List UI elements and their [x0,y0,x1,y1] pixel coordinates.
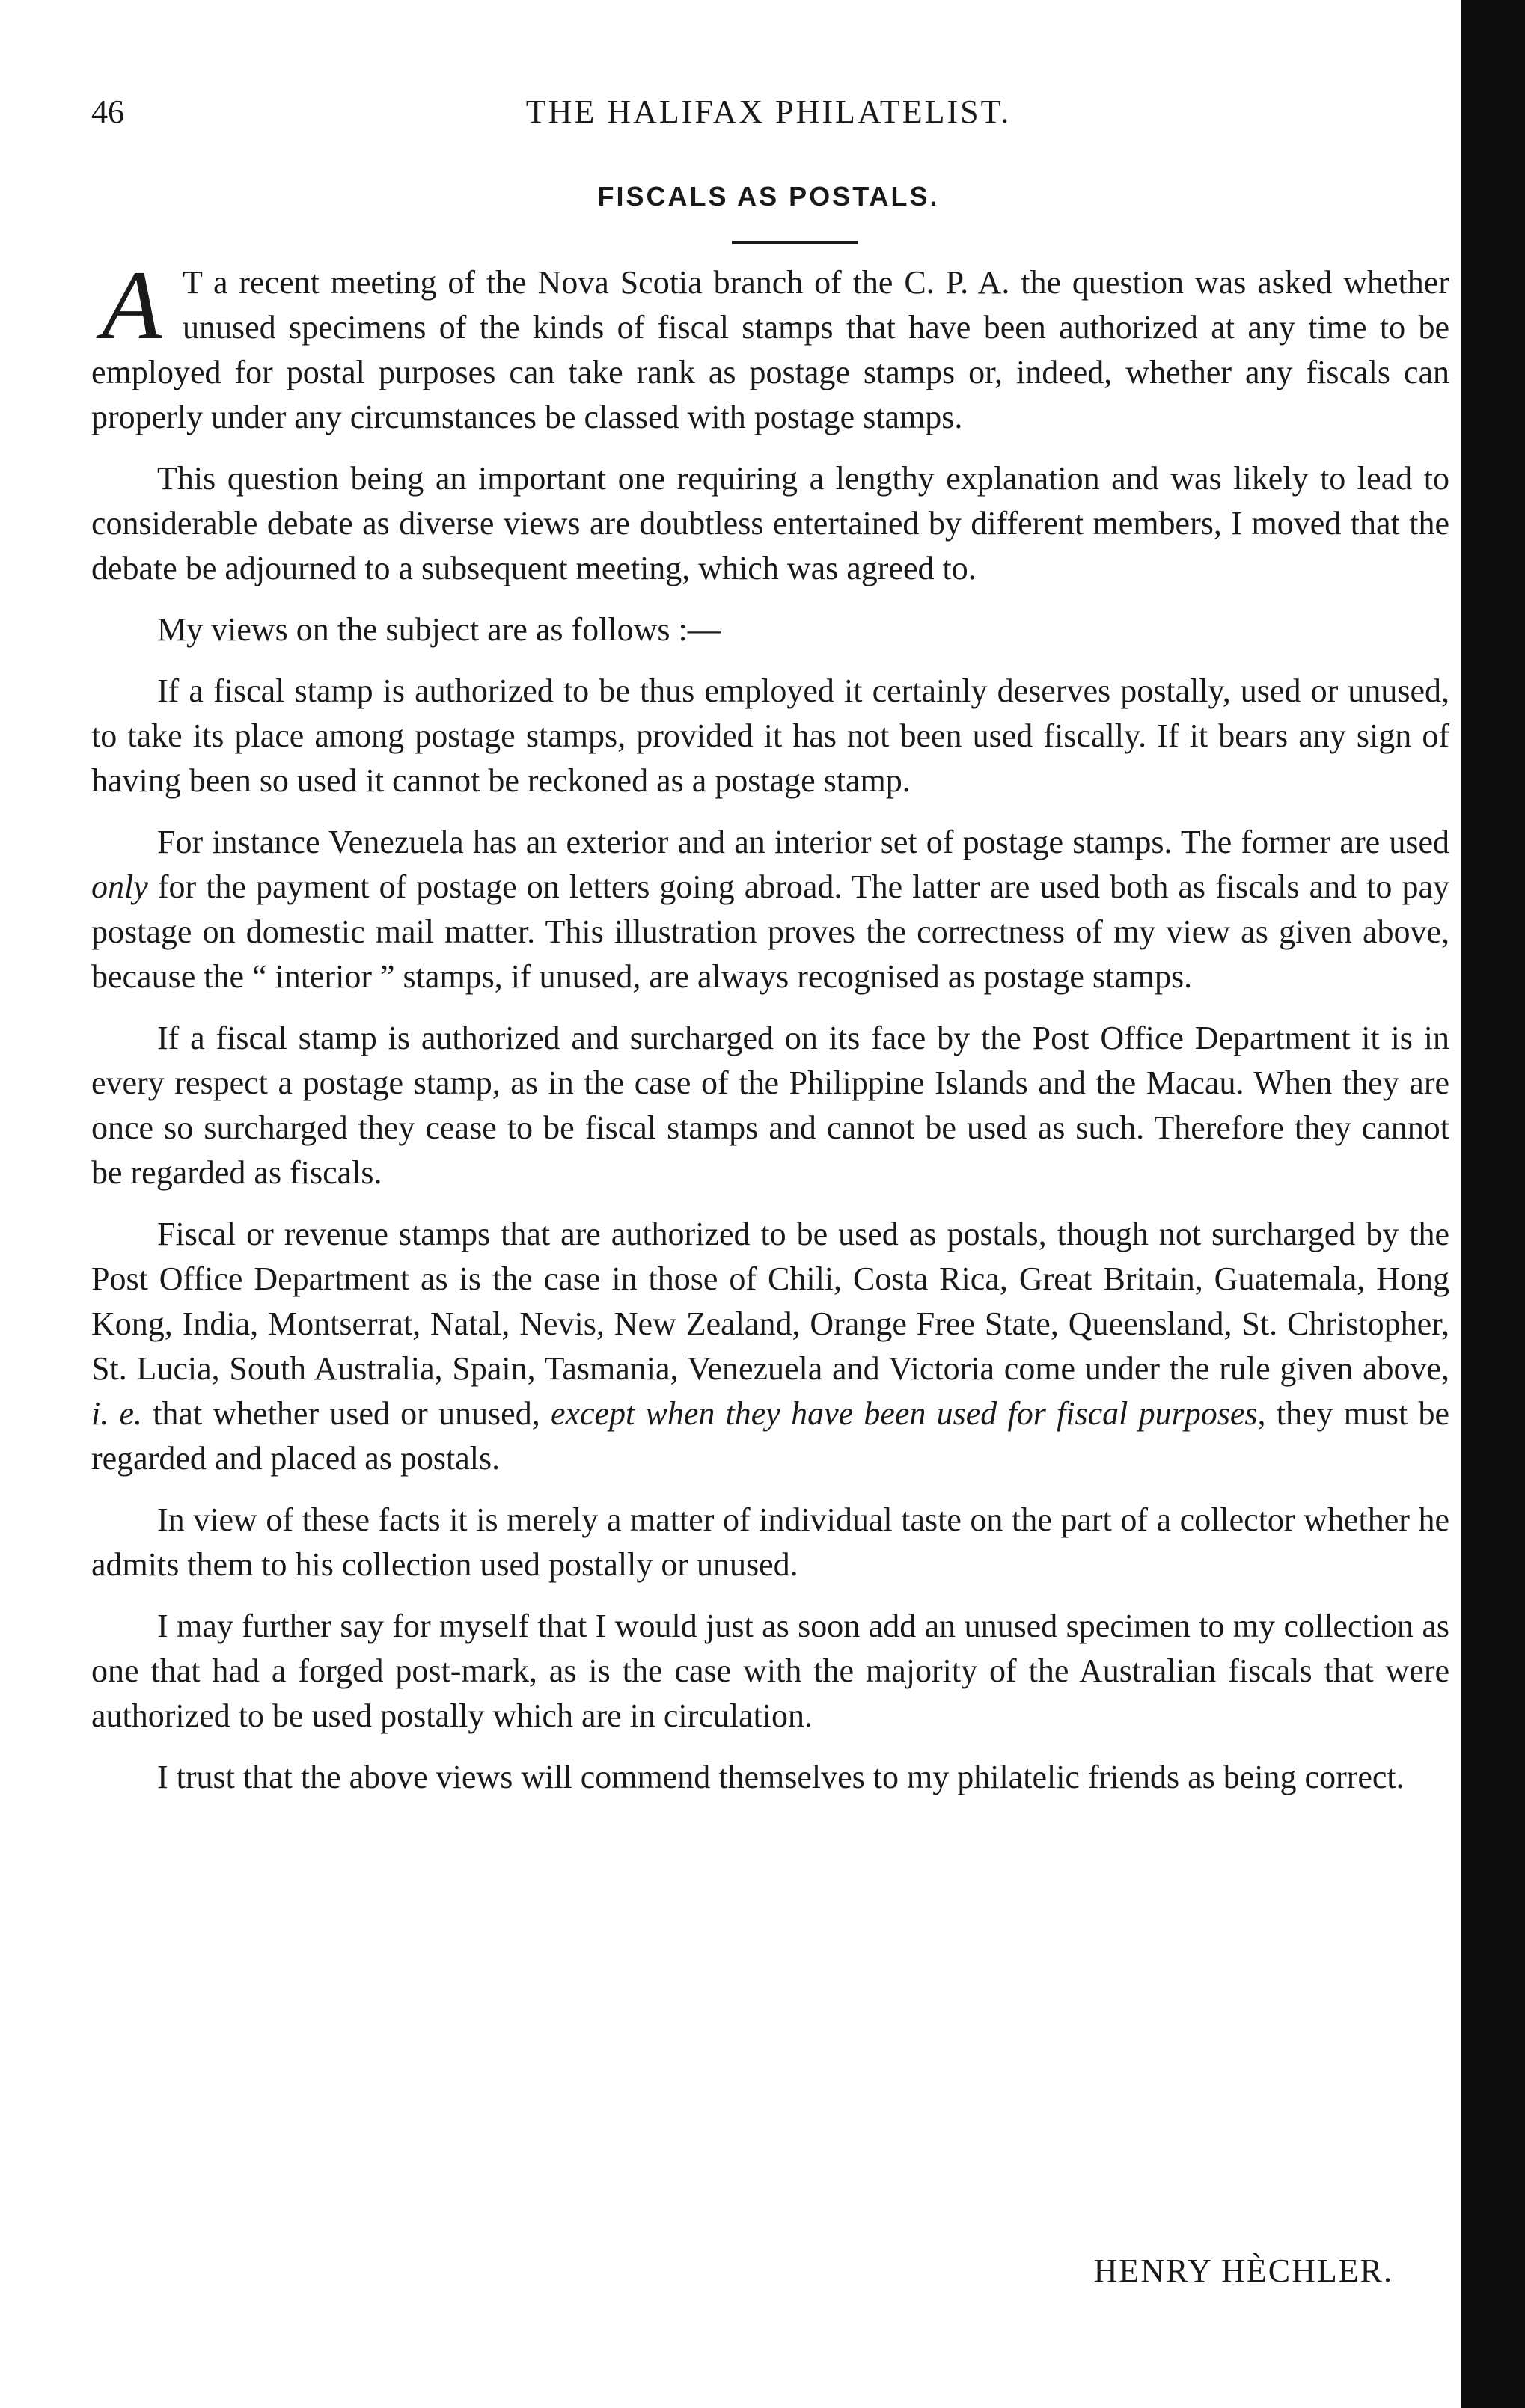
title-rule [732,241,858,244]
paragraph-7-part-a: Fiscal or revenue stamps that are authorized to be used as postals, though not surcharged by the Post Office Department as is the case in those of Chili, Costa Rica, Great Britain, Guatemala, Hong Kong, India, Montserrat, Natal, Nevis, New Zealand, Orange Free State, Queensland, St. Christopher, St. Lucia, South Australia, Spain, Tasmania, Venezuela and Victoria come under the rule given above, [91,1216,1449,1387]
page-header [91,90,1438,142]
running-title: THE HALIFAX PHILATELIST. [525,94,1012,130]
article-title: FISCALS AS POSTALS. [597,181,940,212]
paragraph-1-text: T a recent meeting of the Nova Scotia branch of the C. P. A. the question was asked whether unused specimens of the kinds of fiscal stamps that have been authorized at any time to be employed for postal purposes can take rank as postage stamps or, indeed, whether any fiscals can properly under any circumstances be classed with postage stamps. [91,264,1449,435]
paragraph-5-emphasis: only [91,868,148,905]
page-number: 46 [91,94,124,130]
paragraph-9: I may further say for myself that I would just as soon add an unused specimen to my collection as one that had a forged post-mark, as is the case with the majority of the Australian fiscals that were authorized to be used postally which are in circulation. [91,1608,1449,1734]
author-signature: HENRY HÈCHLER. [1093,2252,1393,2289]
paragraph-7 [91,1212,1449,1481]
article-body [91,250,1450,1816]
paragraph-7-part-c: they must be regarded and placed as postals. [91,1395,1450,1477]
paragraph-4: If a fiscal stamp is authorized to be thus employed it certainly deserves postally, used or unused, to take its place among postage stamps, provided it has not been used fiscally. If it bears any sign of having been so used it cannot be reckoned as a postage stamp. [91,673,1449,799]
drop-cap: A [101,250,162,360]
paragraph-10: I trust that the above views will commend themselves to my philatelic friends as being correct. [157,1759,1405,1795]
paragraph-1 [91,250,1449,440]
paragraph-5-part-b: for the payment of postage on letters going abroad. The latter are used both as fiscals and to pay postage on domestic mail matter. This illustration proves the correctness of my view as given above, because the “ interior ” stamps, if unused, are always recognised as postage stamps. [91,868,1449,995]
paragraph-6: If a fiscal stamp is authorized and surcharged on its face by the Post Office Department it is in every respect a postage stamp, as in the case of the Philippine Islands and the Macau. When they are once so surcharged they cease to be fiscal stamps and cannot be used as such. Therefore they cannot be regarded as fiscals. [91,1020,1449,1191]
paragraph-7-emphasis-2: except when they have been used for fiscal purposes, [550,1395,1266,1432]
paragraph-7-emphasis-1: i. e. [91,1395,142,1432]
paragraph-3: My views on the subject are as follows :— [157,611,721,648]
paragraph-2: This question being an important one requiring a lengthy explanation and was likely to lead to considerable debate as diverse views are doubtless entertained by different members, I moved that the debate be adjourned to a subsequent meeting, which was agreed to. [91,460,1449,586]
scan-edge-shadow [1461,0,1525,2408]
paragraph-5 [91,820,1449,999]
paragraph-7-part-b: that whether used or unused, [141,1395,551,1432]
paragraph-8: In view of these facts it is merely a matter of individual taste on the part of a collector whether he admits them to his collection used postally or unused. [91,1501,1449,1583]
paragraph-5-part-a: For instance Venezuela has an exterior and an interior set of postage stamps. The former are used [157,824,1449,860]
